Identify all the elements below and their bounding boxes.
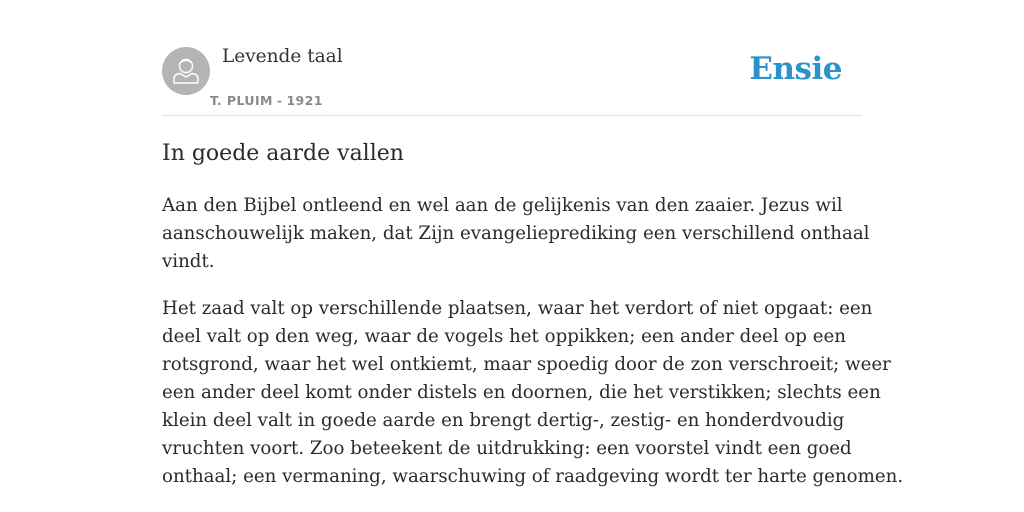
- publication-year: 1921: [286, 93, 323, 108]
- author-byline: [210, 93, 323, 108]
- byline-separator: -: [276, 93, 283, 108]
- entry-title: In goede aarde vallen: [162, 141, 404, 166]
- text-line: onthaal; een vermaning, waarschuwing of raadgeving wordt ter harte genomen.: [162, 466, 904, 487]
- text-line: Aan den Bijbel ontleend en wel aan de gelijkenis van den zaaier. Jezus wil: [162, 195, 843, 216]
- text-line: klein deel valt in goede aarde en brengt dertig-, zestig- en honderdvoudig: [162, 410, 845, 431]
- text-line: vruchten voort. Zoo beteekent de uitdrukking: een voorstel vindt een goed: [162, 438, 852, 459]
- paragraph: [162, 295, 904, 491]
- paragraph: [162, 192, 870, 276]
- user-icon: [162, 47, 210, 95]
- header-divider: [162, 115, 862, 116]
- text-line: Het zaad valt op verschillende plaatsen, waar het verdort of niet opgaat: een: [162, 298, 873, 319]
- text-line: vindt.: [162, 251, 215, 272]
- text-line: deel valt op den weg, waar de vogels het oppikken; een ander deel op een: [162, 326, 846, 347]
- entry-body: [162, 192, 904, 510]
- ensie-logo[interactable]: Ensie: [749, 51, 842, 87]
- author-name[interactable]: T. PLUIM: [210, 93, 273, 108]
- entry-card: [162, 0, 904, 512]
- book-title-link[interactable]: Levende taal: [222, 46, 343, 67]
- text-line: een ander deel komt onder distels en doornen, die het verstikken; slechts een: [162, 382, 881, 403]
- text-line: rotsgrond, waar het wel ontkiemt, maar spoedig door de zon verschroeit; weer: [162, 354, 891, 375]
- text-line: aanschouwelijk maken, dat Zijn evangelieprediking een verschillend onthaal: [162, 223, 870, 244]
